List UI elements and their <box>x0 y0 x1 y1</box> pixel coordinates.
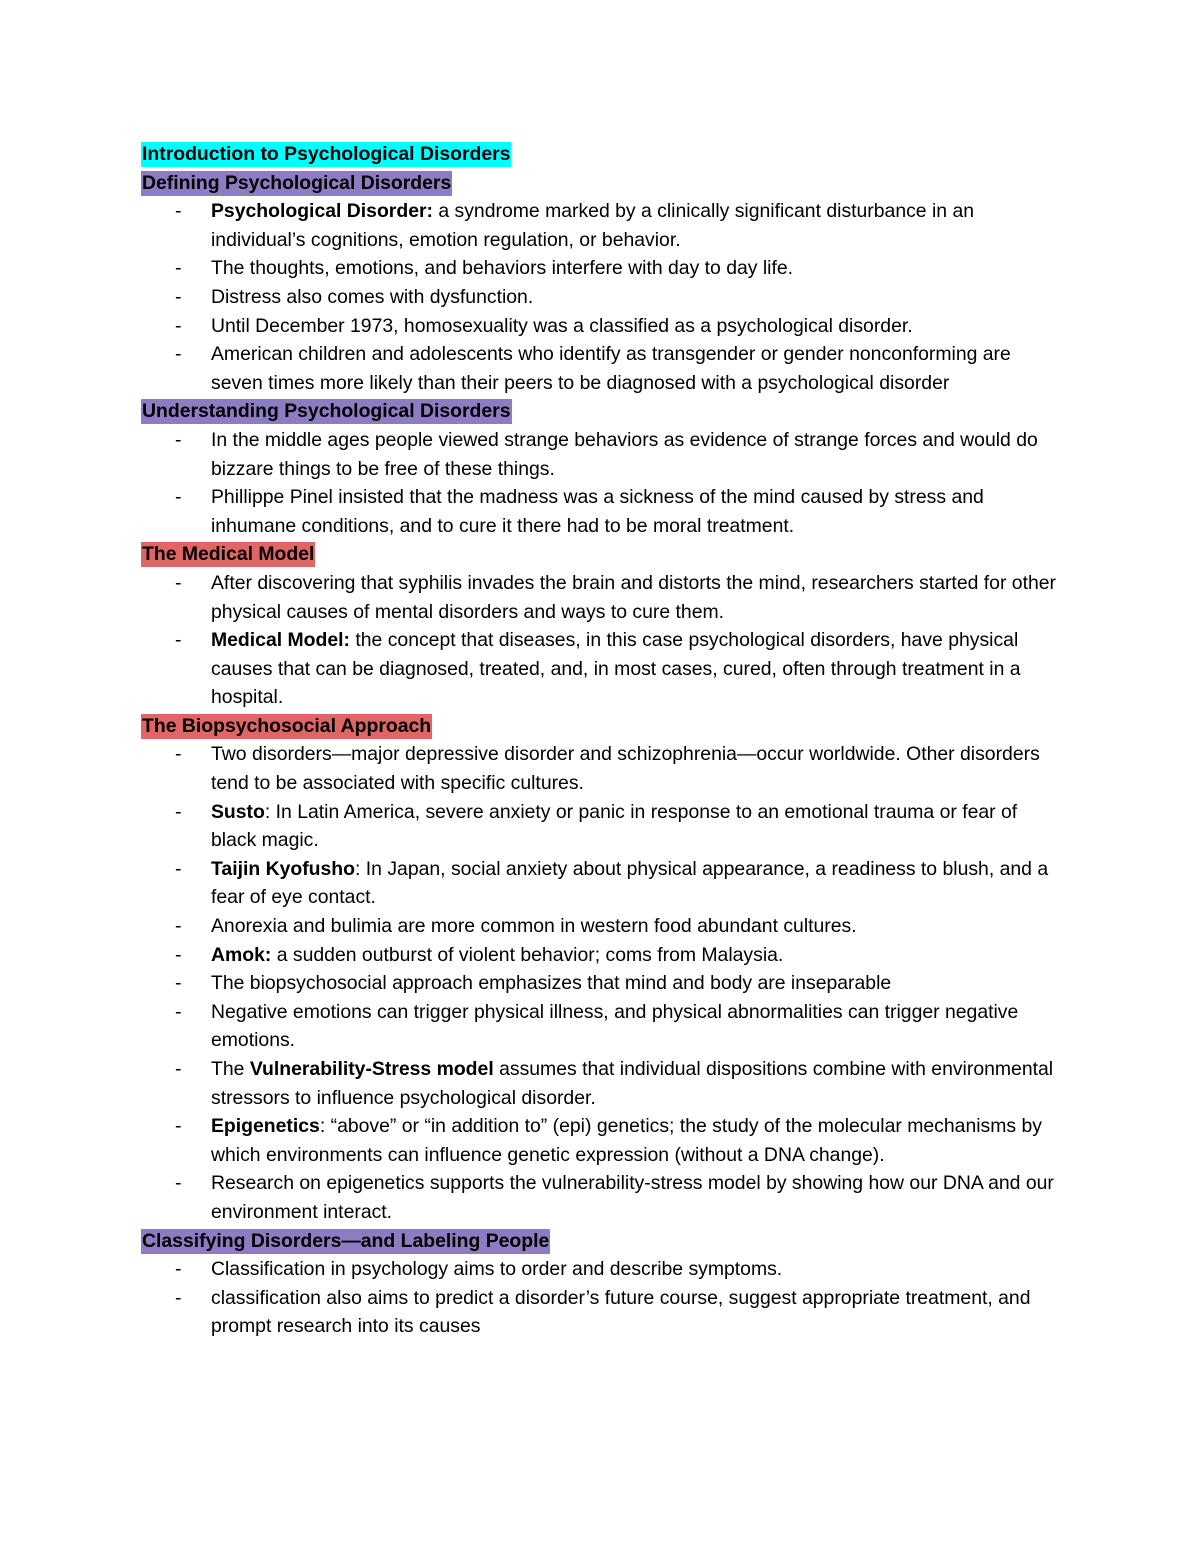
item-text: In the middle ages people viewed strange behaviors as evidence of strange forces and would do bizzare things to be free of these things. <box>211 428 1038 480</box>
bold-term: Medical Model: <box>211 629 350 652</box>
bullet-dash: - <box>175 1115 182 1138</box>
list-item <box>141 312 1071 341</box>
list-item <box>141 426 1071 483</box>
list-item <box>141 1169 1071 1226</box>
item-text: a sudden outburst of violent behavior; coms from Malaysia. <box>271 943 784 966</box>
list-item <box>141 1112 1071 1169</box>
list-item <box>141 483 1071 540</box>
bullet-list <box>141 740 1071 1226</box>
bullet-dash: - <box>175 314 182 337</box>
list-item <box>141 941 1071 970</box>
section-heading: The Biopsychosocial Approach <box>142 714 432 737</box>
item-text: : In Latin America, severe anxiety or panic in response to an emotional trauma or fear of black magic. <box>211 800 1018 852</box>
list-item <box>141 569 1071 626</box>
bullet-dash: - <box>175 915 182 938</box>
bullet-dash: - <box>175 257 182 280</box>
item-text: Two disorders—major depressive disorder and schizophrenia—occur worldwide. Other disorders tend to be associated with specific cultures. <box>211 743 1040 795</box>
item-text: assumes that individual dispositions combine with environmental stressors to influence psychological disorder. <box>211 1058 1054 1109</box>
section-heading-row <box>141 397 1071 426</box>
bullet-list <box>141 569 1071 712</box>
section-heading-row <box>141 169 1071 198</box>
item-text: : “above” or “in addition to” (epi) genetics; the study of the molecular mechanisms by which environments can influence genetic expression (without a DNA change). <box>211 1115 1042 1166</box>
item-text: The thoughts, emotions, and behaviors interfere with day to day life. <box>211 257 794 280</box>
item-text: a syndrome marked by a clinically significant disturbance in an individual’s cognitions, emotion regulation, or behavior. <box>211 200 975 251</box>
bullet-dash: - <box>175 972 182 995</box>
list-item <box>141 1255 1071 1284</box>
bullet-dash: - <box>175 428 182 451</box>
section-heading-row <box>141 540 1071 569</box>
list-item <box>141 340 1071 397</box>
section-heading: Defining Psychological Disorders <box>142 171 452 194</box>
section-heading: Classifying Disorders—and Labeling People <box>142 1229 550 1252</box>
list-item <box>141 998 1071 1055</box>
item-text: The <box>211 1058 250 1080</box>
item-text: The biopsychosocial approach emphasizes that mind and body are inseparable <box>211 972 892 995</box>
bullet-list <box>141 1255 1071 1341</box>
bullet-dash: - <box>175 629 182 652</box>
bullet-dash: - <box>175 1172 182 1195</box>
bullet-dash: - <box>175 1286 182 1309</box>
bullet-dash: - <box>175 486 182 509</box>
item-text: Classification in psychology aims to order and describe symptoms. <box>211 1258 783 1281</box>
bullet-dash: - <box>175 1258 182 1281</box>
list-item <box>141 855 1071 912</box>
list-item <box>141 197 1071 254</box>
bold-term: Psychological Disorder: <box>211 200 433 223</box>
item-text: Until December 1973, homosexuality was a classified as a psychological disorder. <box>211 314 913 337</box>
list-item <box>141 626 1071 712</box>
section-heading-row <box>141 712 1071 741</box>
item-text: : In Japan, social anxiety about physical appearance, a readiness to blush, and a fear of eye contact. <box>211 857 1049 909</box>
item-text: Research on epigenetics supports the vulnerability-stress model by showing how our DNA and our environment interact. <box>211 1172 1054 1223</box>
bullet-dash: - <box>175 800 182 823</box>
item-text: the concept that diseases, in this case psychological disorders, have physical causes that can be diagnosed, treated, and, in most cases, cured, often through treatment in a hospital. <box>211 629 1021 709</box>
item-text: Phillippe Pinel insisted that the madness was a sickness of the mind caused by stress and inhumane conditions, and to cure it there had to be moral treatment. <box>211 486 984 537</box>
section-heading: Understanding Psychological Disorders <box>142 400 511 423</box>
list-item <box>141 283 1071 312</box>
bullet-dash: - <box>175 1000 182 1023</box>
list-item <box>141 1284 1071 1341</box>
document-body <box>141 140 1071 1341</box>
list-item <box>141 912 1071 941</box>
bullet-dash: - <box>175 285 182 308</box>
list-item <box>141 254 1071 283</box>
bold-term: Epigenetics <box>211 1115 320 1138</box>
bold-term: Taijin Kyofusho <box>211 857 355 880</box>
bullet-list <box>141 197 1071 397</box>
item-text: Negative emotions can trigger physical illness, and physical abnormalities can trigger negative emotions. <box>211 1000 1019 1052</box>
item-text: Anorexia and bulimia are more common in western food abundant cultures. <box>211 915 857 938</box>
bullet-list <box>141 426 1071 540</box>
item-text: After discovering that syphilis invades the brain and distorts the mind, researchers started for other physical causes of mental disorders and ways to cure them. <box>211 571 1056 623</box>
bullet-dash: - <box>175 200 182 223</box>
bullet-dash: - <box>175 343 182 366</box>
list-item <box>141 969 1071 998</box>
section-heading: The Medical Model <box>142 543 315 566</box>
item-text: American children and adolescents who identify as transgender or gender nonconforming are seven times more likely than their peers to be diagnosed with a psychological disorder <box>211 343 1011 394</box>
section-heading-row <box>141 1227 1071 1256</box>
bold-term: Susto <box>211 800 265 823</box>
list-item <box>141 1055 1071 1112</box>
bold-term: Amok: <box>211 943 272 966</box>
bullet-dash: - <box>175 743 182 766</box>
section-heading: Introduction to Psychological Disorders <box>142 143 511 165</box>
item-text: Distress also comes with dysfunction. <box>211 285 534 308</box>
list-item <box>141 798 1071 855</box>
bullet-dash: - <box>175 571 182 594</box>
item-text: classification also aims to predict a disorder’s future course, suggest appropriate treatment, and prompt research into its causes <box>211 1286 1031 1338</box>
bold-term: Vulnerability-Stress model <box>249 1058 494 1080</box>
section-heading-row <box>141 140 1071 169</box>
bullet-dash: - <box>175 943 182 966</box>
bullet-dash: - <box>175 1058 182 1080</box>
bullet-dash: - <box>175 857 182 880</box>
list-item <box>141 740 1071 797</box>
